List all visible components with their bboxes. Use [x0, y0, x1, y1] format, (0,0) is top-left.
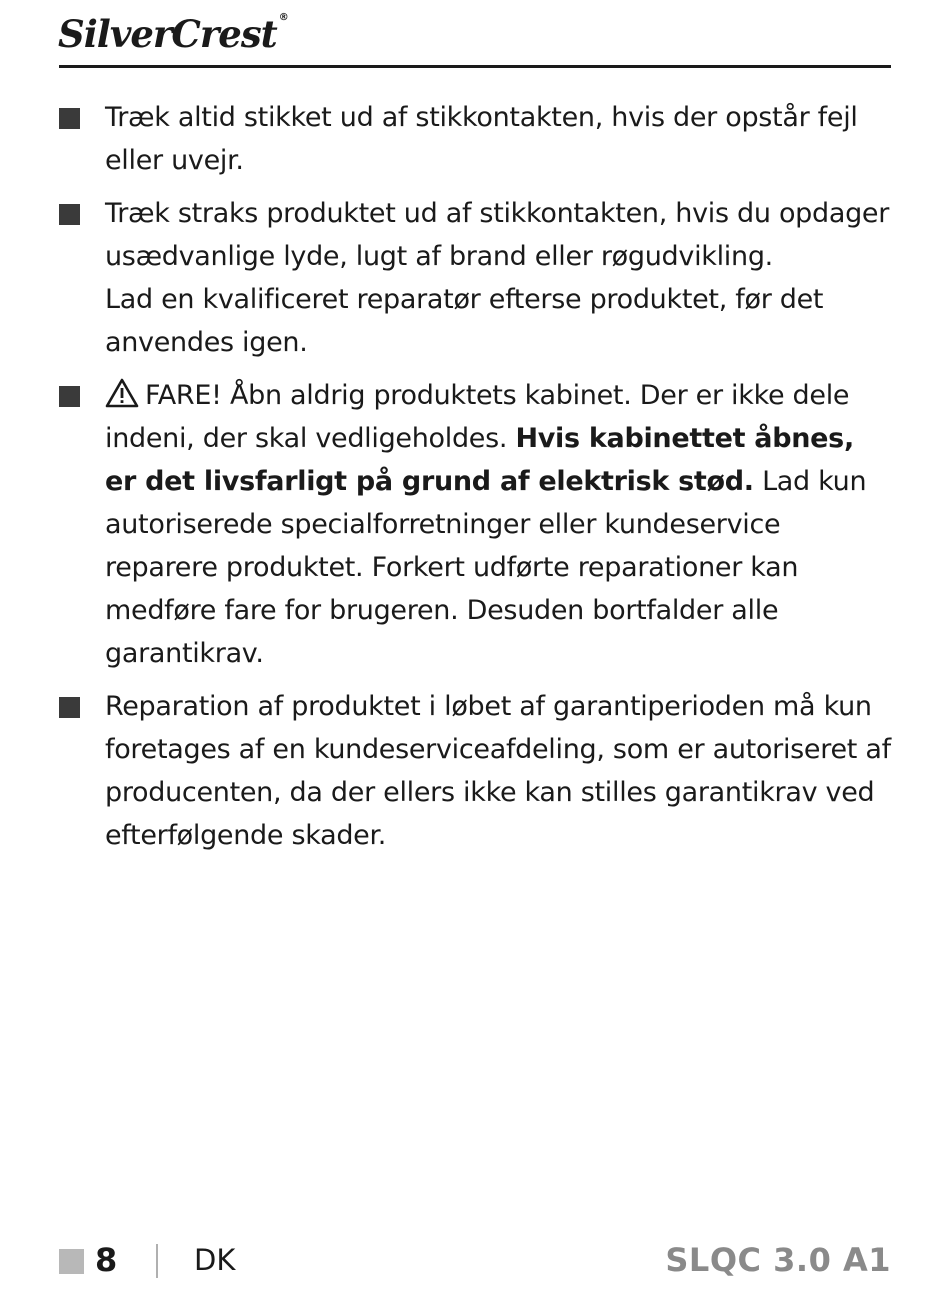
model-number: SLQC 3.0 A1	[665, 1241, 891, 1279]
safety-instructions-list	[59, 96, 894, 867]
warning-text-continued: Lad kun autoriserede specialforretninger eller kundeservice reparere produktet. Forkert udførte reparationer kan medføre fare for brugeren. Desuden bortfalder alle garantikrav.	[105, 466, 867, 669]
warning-bold-text: Hvis kabinettet åbnes, er det livsfarligt på grund af elektrisk stød.	[105, 423, 854, 497]
language-code: DK	[194, 1243, 236, 1277]
warning-triangle-icon	[105, 378, 139, 408]
warning-text: FARE! Åbn aldrig produktets kabinet. Der er ikke dele indeni, der skal vedligeholdes.	[105, 380, 850, 454]
page-footer	[59, 1238, 891, 1282]
list-item-warning	[59, 374, 894, 675]
header-divider	[59, 65, 891, 68]
item-text-continued: Lad en kvalificeret reparatør efterse produktet, før det anvendes igen.	[105, 284, 824, 358]
square-bullet-icon	[59, 204, 80, 225]
warning-paragraph	[105, 374, 894, 675]
brand-name: SilverCrest	[58, 12, 277, 56]
item-text: Træk altid stikket ud af stikkontakten, hvis der opstår fejl eller uvejr.	[105, 102, 858, 176]
item-text: Træk straks produktet ud af stikkontakten, hvis du opdager usædvanlige lyde, lugt af brand eller røgudvikling.	[105, 198, 890, 272]
square-bullet-icon	[59, 386, 80, 407]
brand-logo	[58, 12, 288, 56]
registered-mark: ®	[278, 12, 288, 23]
list-item	[59, 96, 894, 182]
footer-square-icon	[59, 1249, 84, 1274]
list-item	[59, 192, 894, 364]
footer-separator	[156, 1244, 158, 1278]
item-text: Reparation af produktet i løbet af garantiperioden må kun foretages af en kundeserviceafdeling, som er autoriseret af producenten, da der ellers ikke kan stilles garantikrav ved efterfølgende skader.	[105, 691, 891, 851]
page-number: 8	[95, 1241, 118, 1279]
square-bullet-icon	[59, 108, 80, 129]
list-item	[59, 685, 894, 857]
square-bullet-icon	[59, 697, 80, 718]
